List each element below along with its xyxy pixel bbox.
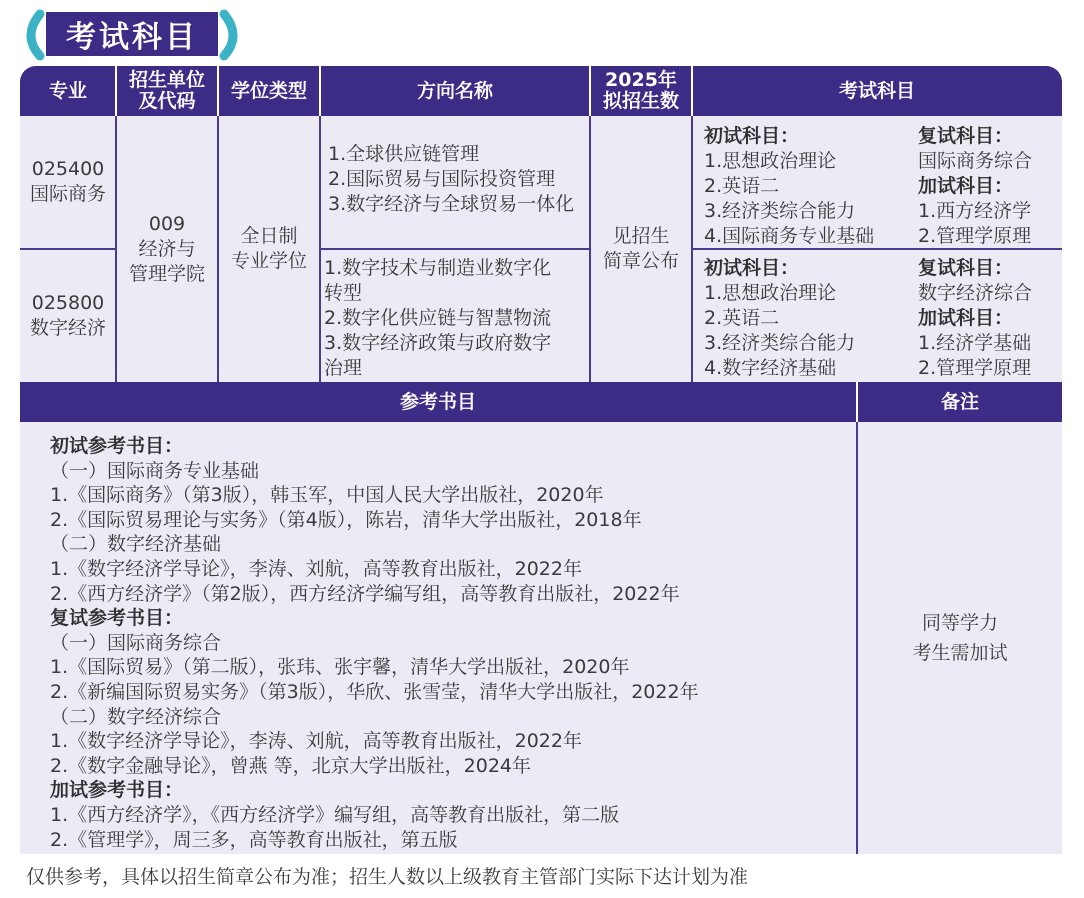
major-cell-1	[20, 116, 116, 248]
book-item: （二）数字经济基础	[50, 533, 222, 556]
subject-item: 国际商务综合	[918, 150, 1033, 172]
header-subjects: 考试科目	[838, 79, 915, 102]
direction-item: 2.国际贸易与国际投资管理	[328, 168, 556, 190]
section-title: 考试科目	[46, 12, 218, 56]
retest-subjects-2	[918, 256, 1058, 381]
directions-cell-2	[324, 256, 590, 381]
header-unit: 招生单位 及代码	[128, 69, 205, 112]
quota-cell	[590, 116, 692, 382]
subject-item: 3.经济类综合能力	[704, 200, 856, 222]
book-item: （一）国际商务专业基础	[50, 459, 260, 482]
book-item: 1.《数字经济学导论》，李涛、刘航，高等教育出版社，2022年	[50, 557, 582, 580]
major-name: 数字经济	[29, 317, 106, 339]
book-item: 1.《国际商务》（第3版），韩玉军，中国人民大学出版社，2020年	[50, 484, 604, 507]
books-section-title: 复试参考书目：	[50, 607, 184, 630]
directions-cell-1	[328, 142, 590, 217]
prelim-subjects-1	[704, 124, 914, 249]
prelim-subjects-2	[704, 256, 914, 381]
unit-name-line: 管理学院	[128, 262, 205, 285]
note-line: 同等学力	[921, 612, 998, 634]
direction-item: 1.全球供应链管理	[328, 143, 480, 165]
extra-title: 加试科目：	[918, 307, 1014, 329]
book-item: 2.《西方经济学》（第2版），西方经济学编写组，高等教育出版社，2022年	[50, 582, 680, 605]
prelim-title: 初试科目：	[704, 257, 800, 279]
note-line: 考生需加试	[912, 642, 1008, 664]
notes-cell	[858, 422, 1062, 854]
subject-item: 1.思想政治理论	[704, 150, 837, 172]
direction-item: 转型	[324, 282, 363, 304]
exam-table	[20, 66, 1062, 854]
degree-cell	[218, 116, 320, 382]
degree-line: 专业学位	[230, 250, 307, 272]
subject-item: 4.国际商务专业基础	[704, 225, 875, 247]
subject-item: 2.管理学原理	[918, 225, 1032, 247]
major-code: 025400	[31, 158, 105, 180]
subject-item: 2.英语二	[704, 175, 780, 197]
header-notes: 备注	[940, 390, 979, 413]
header-books: 参考书目	[399, 390, 476, 413]
header-major: 专业	[48, 79, 87, 102]
major-name: 国际商务	[29, 183, 106, 205]
major-code: 025800	[31, 292, 105, 314]
subject-item: 1.思想政治理论	[704, 282, 837, 304]
books-list	[50, 434, 850, 852]
retest-subjects-1	[918, 124, 1058, 249]
section-title-badge	[16, 8, 246, 62]
subject-item: 2.管理学原理	[918, 357, 1032, 379]
books-section-title: 加试参考书目：	[50, 779, 184, 802]
unit-cell	[116, 116, 218, 382]
quota-line: 见招生	[612, 225, 670, 247]
direction-item: 治理	[324, 357, 363, 379]
retest-title: 复试科目：	[918, 257, 1014, 279]
subject-item: 1.经济学基础	[918, 332, 1032, 354]
direction-item: 3.数字经济与全球贸易一体化	[328, 193, 575, 215]
subject-item: 2.英语二	[704, 307, 780, 329]
extra-title: 加试科目：	[918, 175, 1014, 197]
book-item: 2.《国际贸易理论与实务》（第4版），陈岩，清华大学出版社，2018年	[50, 508, 642, 531]
direction-item: 3.数字经济政策与政府数字	[324, 332, 552, 354]
quota-line: 简章公布	[602, 250, 679, 272]
book-item: 2.《数字金融导论》，曾燕 等，北京大学出版社，2024年	[50, 754, 532, 777]
subject-item: 4.数字经济基础	[704, 357, 837, 379]
book-item: 1.《国际贸易》（第二版），张玮、张宇馨，清华大学出版社，2020年	[50, 656, 630, 679]
book-item: （一）国际商务综合	[50, 631, 222, 654]
unit-name-line: 经济与	[138, 237, 196, 260]
book-item: 2.《新编国际贸易实务》（第3版），华欣、张雪莹，清华大学出版社，2022年	[50, 680, 699, 703]
book-item: 1.《西方经济学》，《西方经济学》编写组，高等教育出版社，第二版	[50, 803, 620, 826]
book-item: 2.《管理学》，周三多，高等教育出版社，第五版	[50, 828, 458, 851]
retest-title: 复试科目：	[918, 125, 1014, 147]
direction-item: 1.数字技术与制造业数字化	[324, 257, 552, 279]
unit-code: 009	[148, 212, 186, 235]
degree-line: 全日制	[240, 225, 298, 247]
header-quota: 2025年 拟招生数	[602, 69, 679, 112]
header-degree: 学位类型	[230, 79, 307, 102]
subject-item: 3.经济类综合能力	[704, 332, 856, 354]
major-cell-2	[20, 250, 116, 382]
book-item: （二）数字经济综合	[50, 705, 222, 728]
books-section-title: 初试参考书目：	[50, 435, 184, 457]
header-direction: 方向名称	[416, 79, 493, 102]
subject-item: 数字经济综合	[918, 282, 1033, 304]
subject-item: 1.西方经济学	[918, 200, 1032, 222]
direction-item: 2.数字化供应链与智慧物流	[324, 307, 552, 329]
book-item: 1.《数字经济学导论》，李涛、刘航，高等教育出版社，2022年	[50, 730, 582, 753]
footnote: 仅供参考，具体以招生简章公布为准；招生人数以上级教育主管部门实际下达计划为准	[26, 866, 749, 888]
prelim-title: 初试科目：	[704, 125, 800, 147]
